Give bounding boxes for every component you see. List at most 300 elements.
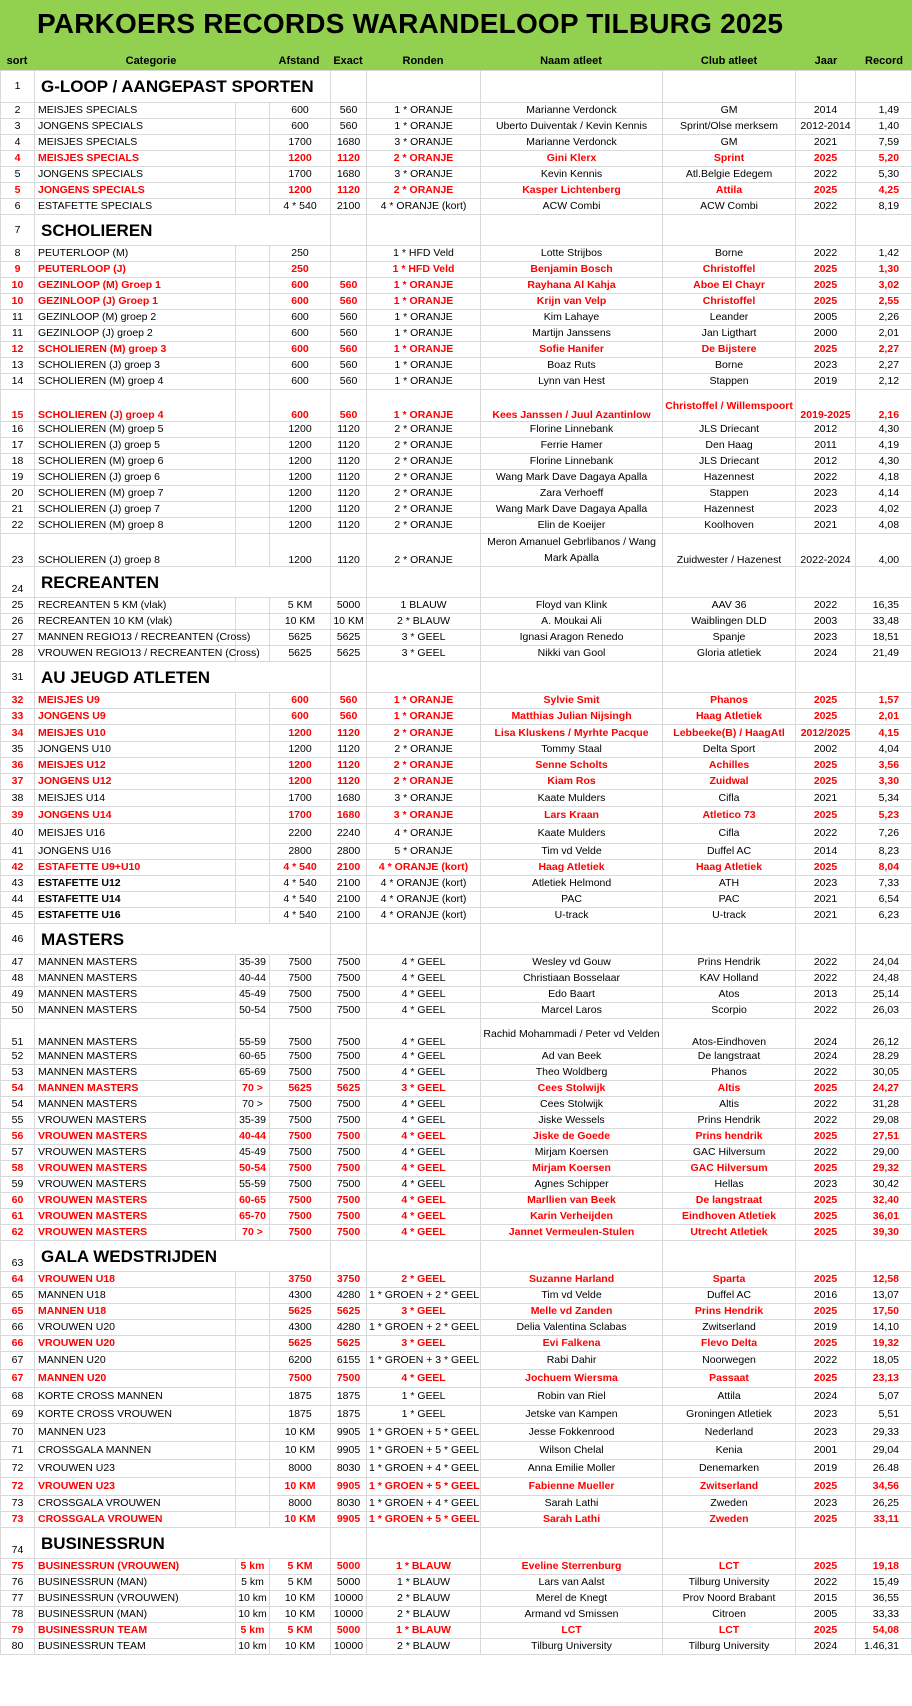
cell-categorie[interactable]: MANNEN MASTERS: [35, 1019, 236, 1049]
cell-jaar[interactable]: 2012: [796, 454, 856, 470]
cell-afstand[interactable]: 5625: [270, 646, 331, 662]
cell-ronden[interactable]: 1 * ORANJE: [367, 358, 481, 374]
cell-ronden[interactable]: 3 * ORANJE: [367, 807, 481, 824]
cell-exact[interactable]: 1120: [331, 725, 367, 742]
cell-record[interactable]: 1.46,31: [856, 1639, 912, 1655]
cell-record[interactable]: 26,25: [856, 1496, 912, 1512]
cell-record[interactable]: 30,42: [856, 1177, 912, 1193]
cell-naam-atleet[interactable]: Zara Verhoeff: [481, 486, 663, 502]
cell-club-atleet[interactable]: Stappen: [663, 374, 796, 390]
cell-sort[interactable]: 18: [1, 454, 35, 470]
cell-club-atleet[interactable]: AAV 36: [663, 598, 796, 614]
cell-sort[interactable]: 11: [1, 310, 35, 326]
cell-leeftijd[interactable]: [236, 167, 270, 183]
cell-ronden[interactable]: 2 * BLAUW: [367, 1591, 481, 1607]
cell-sort[interactable]: 7: [1, 215, 35, 246]
cell-jaar[interactable]: 2019-2025: [796, 390, 856, 422]
cell-club-atleet[interactable]: Zuidwal: [663, 774, 796, 790]
cell-jaar[interactable]: 2025: [796, 1081, 856, 1097]
cell-naam-atleet[interactable]: Lotte Strijbos: [481, 246, 663, 262]
cell-leeftijd[interactable]: 55-59: [236, 1177, 270, 1193]
cell-afstand[interactable]: 7500: [270, 1019, 331, 1049]
cell-sort[interactable]: 65: [1, 1288, 35, 1304]
cell-empty[interactable]: [796, 662, 856, 693]
cell-sort[interactable]: 37: [1, 774, 35, 790]
cell-exact[interactable]: 1120: [331, 183, 367, 199]
cell-jaar[interactable]: 2022: [796, 1097, 856, 1113]
cell-club-atleet[interactable]: Cifla: [663, 790, 796, 807]
cell-leeftijd[interactable]: 65-70: [236, 1209, 270, 1225]
cell-jaar[interactable]: 2023: [796, 630, 856, 646]
cell-categorie[interactable]: BUSINESSRUN (VROUWEN): [35, 1559, 236, 1575]
cell-record[interactable]: 25,14: [856, 987, 912, 1003]
cell-leeftijd[interactable]: [236, 709, 270, 725]
cell-afstand[interactable]: 1200: [270, 183, 331, 199]
cell-sort[interactable]: 72: [1, 1460, 35, 1478]
cell-sort[interactable]: 51: [1, 1019, 35, 1049]
cell-sort[interactable]: 1: [1, 71, 35, 103]
cell-sort[interactable]: 67: [1, 1370, 35, 1388]
cell-ronden[interactable]: 3 * GEEL: [367, 1336, 481, 1352]
cell-jaar[interactable]: 2025: [796, 342, 856, 358]
cell-record[interactable]: 5,07: [856, 1388, 912, 1406]
cell-exact[interactable]: 560: [331, 358, 367, 374]
cell-record[interactable]: 4,02: [856, 502, 912, 518]
cell-empty[interactable]: [856, 567, 912, 598]
cell-afstand[interactable]: 4300: [270, 1320, 331, 1336]
cell-leeftijd[interactable]: 60-65: [236, 1049, 270, 1065]
cell-club-atleet[interactable]: Kenia: [663, 1442, 796, 1460]
cell-naam-atleet[interactable]: Elin de Koeijer: [481, 518, 663, 534]
cell-record[interactable]: 2,01: [856, 709, 912, 725]
cell-club-atleet[interactable]: Duffel AC: [663, 844, 796, 860]
cell-naam-atleet[interactable]: Jochuem Wiersma: [481, 1370, 663, 1388]
cell-naam-atleet[interactable]: Kiam Ros: [481, 774, 663, 790]
cell-leeftijd[interactable]: [236, 1370, 270, 1388]
cell-exact[interactable]: 1120: [331, 534, 367, 567]
cell-naam-atleet[interactable]: A. Moukai Ali: [481, 614, 663, 630]
cell-naam-atleet[interactable]: Mirjam Koersen: [481, 1161, 663, 1177]
cell-record[interactable]: 3,02: [856, 278, 912, 294]
cell-exact[interactable]: 1680: [331, 790, 367, 807]
cell-record[interactable]: 29,08: [856, 1113, 912, 1129]
cell-categorie[interactable]: KORTE CROSS VROUWEN: [35, 1406, 236, 1424]
cell-exact[interactable]: 560: [331, 326, 367, 342]
cell-exact[interactable]: 2100: [331, 908, 367, 924]
cell-naam-atleet[interactable]: Eveline Sterrenburg: [481, 1559, 663, 1575]
cell-afstand[interactable]: 7500: [270, 1129, 331, 1145]
cell-naam-atleet[interactable]: Christiaan Bosselaar: [481, 971, 663, 987]
cell-categorie[interactable]: JONGENS U10: [35, 742, 236, 758]
cell-naam-atleet[interactable]: U-track: [481, 908, 663, 924]
cell-club-atleet[interactable]: KAV Holland: [663, 971, 796, 987]
cell-club-atleet[interactable]: Haag Atletiek: [663, 709, 796, 725]
cell-ronden[interactable]: 4 * GEEL: [367, 1113, 481, 1129]
cell-naam-atleet[interactable]: Floyd van Klink: [481, 598, 663, 614]
cell-sort[interactable]: 34: [1, 725, 35, 742]
cell-exact[interactable]: 2100: [331, 892, 367, 908]
cell-record[interactable]: 54,08: [856, 1623, 912, 1639]
cell-record[interactable]: 15,49: [856, 1575, 912, 1591]
cell-club-atleet[interactable]: Koolhoven: [663, 518, 796, 534]
cell-leeftijd[interactable]: [236, 454, 270, 470]
cell-exact[interactable]: 7500: [331, 1003, 367, 1019]
cell-record[interactable]: 2,12: [856, 374, 912, 390]
cell-jaar[interactable]: 2023: [796, 502, 856, 518]
cell-exact[interactable]: 560: [331, 119, 367, 135]
cell-jaar[interactable]: 2023: [796, 358, 856, 374]
cell-naam-atleet[interactable]: Jannet Vermeulen-Stulen: [481, 1225, 663, 1241]
cell-exact[interactable]: 6155: [331, 1352, 367, 1370]
cell-leeftijd[interactable]: 5 km: [236, 1575, 270, 1591]
cell-empty[interactable]: [367, 215, 481, 246]
cell-leeftijd[interactable]: [236, 1406, 270, 1424]
cell-sort[interactable]: 56: [1, 1129, 35, 1145]
cell-leeftijd[interactable]: [236, 310, 270, 326]
cell-empty[interactable]: [663, 567, 796, 598]
cell-record[interactable]: 4,18: [856, 470, 912, 486]
cell-jaar[interactable]: 2025: [796, 1209, 856, 1225]
cell-afstand[interactable]: 1700: [270, 135, 331, 151]
cell-sort[interactable]: 48: [1, 971, 35, 987]
cell-afstand[interactable]: 600: [270, 278, 331, 294]
cell-empty[interactable]: [856, 662, 912, 693]
cell-exact[interactable]: 560: [331, 374, 367, 390]
cell-jaar[interactable]: 2012: [796, 422, 856, 438]
cell-naam-atleet[interactable]: Ad van Beek: [481, 1049, 663, 1065]
cell-empty[interactable]: [331, 1528, 367, 1559]
cell-empty[interactable]: [796, 71, 856, 103]
cell-record[interactable]: 4,14: [856, 486, 912, 502]
cell-leeftijd[interactable]: [236, 183, 270, 199]
cell-club-atleet[interactable]: Aboe El Chayr: [663, 278, 796, 294]
cell-club-atleet[interactable]: Gloria atletiek: [663, 646, 796, 662]
cell-categorie[interactable]: SCHOLIEREN (M) groep 3: [35, 342, 236, 358]
cell-naam-atleet[interactable]: Jetske van Kampen: [481, 1406, 663, 1424]
cell-record[interactable]: 2,16: [856, 390, 912, 422]
cell-exact[interactable]: 7500: [331, 955, 367, 971]
cell-record[interactable]: 1,30: [856, 262, 912, 278]
cell-sort[interactable]: 44: [1, 892, 35, 908]
cell-leeftijd[interactable]: [236, 693, 270, 709]
cell-exact[interactable]: 1120: [331, 502, 367, 518]
cell-record[interactable]: 26,12: [856, 1019, 912, 1049]
cell-leeftijd[interactable]: 55-59: [236, 1019, 270, 1049]
cell-leeftijd[interactable]: [236, 1442, 270, 1460]
cell-jaar[interactable]: 2022-2024: [796, 534, 856, 567]
cell-ronden[interactable]: 4 * ORANJE: [367, 824, 481, 844]
cell-record[interactable]: 2,01: [856, 326, 912, 342]
cell-categorie[interactable]: MEISJES U14: [35, 790, 236, 807]
cell-afstand[interactable]: 5625: [270, 1081, 331, 1097]
cell-categorie[interactable]: JONGENS U12: [35, 774, 236, 790]
cell-jaar[interactable]: 2022: [796, 971, 856, 987]
cell-exact[interactable]: 2240: [331, 824, 367, 844]
cell-club-atleet[interactable]: Zwitserland: [663, 1478, 796, 1496]
cell-exact[interactable]: 1120: [331, 486, 367, 502]
cell-sort[interactable]: 35: [1, 742, 35, 758]
cell-jaar[interactable]: 2021: [796, 908, 856, 924]
cell-categorie[interactable]: CROSSGALA VROUWEN: [35, 1512, 236, 1528]
cell-leeftijd[interactable]: [236, 518, 270, 534]
cell-club-atleet[interactable]: Cifla: [663, 824, 796, 844]
cell-ronden[interactable]: 3 * ORANJE: [367, 790, 481, 807]
cell-afstand[interactable]: 600: [270, 693, 331, 709]
cell-leeftijd[interactable]: 70 >: [236, 1081, 270, 1097]
cell-exact[interactable]: 7500: [331, 1019, 367, 1049]
cell-jaar[interactable]: 2025: [796, 262, 856, 278]
cell-afstand[interactable]: 4 * 540: [270, 860, 331, 876]
cell-ronden[interactable]: 1 * GROEN + 5 * GEEL: [367, 1512, 481, 1528]
cell-leeftijd[interactable]: [236, 486, 270, 502]
cell-club-atleet[interactable]: De langstraat: [663, 1193, 796, 1209]
cell-sort[interactable]: 4: [1, 135, 35, 151]
cell-jaar[interactable]: 2019: [796, 1320, 856, 1336]
cell-sort[interactable]: 66: [1, 1320, 35, 1336]
cell-jaar[interactable]: 2025: [796, 1225, 856, 1241]
cell-record[interactable]: 4,15: [856, 725, 912, 742]
cell-naam-atleet[interactable]: Theo Woldberg: [481, 1065, 663, 1081]
cell-club-atleet[interactable]: Sprint: [663, 151, 796, 167]
cell-afstand[interactable]: 1200: [270, 758, 331, 774]
cell-categorie[interactable]: SCHOLIEREN (J) groep 7: [35, 502, 236, 518]
cell-leeftijd[interactable]: [236, 614, 270, 630]
cell-jaar[interactable]: 2023: [796, 1177, 856, 1193]
cell-categorie[interactable]: SCHOLIEREN (J) groep 5: [35, 438, 236, 454]
cell-categorie[interactable]: JONGENS U9: [35, 709, 236, 725]
cell-club-atleet[interactable]: Altis: [663, 1081, 796, 1097]
cell-sort[interactable]: 8: [1, 246, 35, 262]
cell-ronden[interactable]: 1 BLAUW: [367, 598, 481, 614]
cell-ronden[interactable]: 1 * BLAUW: [367, 1559, 481, 1575]
cell-ronden[interactable]: 1 * GROEN + 5 * GEEL: [367, 1424, 481, 1442]
cell-sort[interactable]: 10: [1, 294, 35, 310]
cell-ronden[interactable]: 4 * GEEL: [367, 1049, 481, 1065]
cell-afstand[interactable]: 7500: [270, 1225, 331, 1241]
cell-categorie[interactable]: VROUWEN MASTERS: [35, 1129, 236, 1145]
cell-record[interactable]: 39,30: [856, 1225, 912, 1241]
cell-afstand[interactable]: 600: [270, 374, 331, 390]
cell-jaar[interactable]: 2023: [796, 876, 856, 892]
cell-exact[interactable]: [331, 246, 367, 262]
cell-club-atleet[interactable]: Zuidwester / Hazenest: [663, 534, 796, 567]
cell-jaar[interactable]: 2025: [796, 1161, 856, 1177]
cell-exact[interactable]: 10000: [331, 1607, 367, 1623]
cell-naam-atleet[interactable]: Martijn Janssens: [481, 326, 663, 342]
cell-categorie[interactable]: MANNEN MASTERS: [35, 1065, 236, 1081]
cell-exact[interactable]: 5625: [331, 630, 367, 646]
cell-record[interactable]: 21,49: [856, 646, 912, 662]
cell-afstand[interactable]: 6200: [270, 1352, 331, 1370]
cell-leeftijd[interactable]: [236, 262, 270, 278]
cell-record[interactable]: 4,30: [856, 422, 912, 438]
cell-record[interactable]: 36,55: [856, 1591, 912, 1607]
cell-naam-atleet[interactable]: Kaate Mulders: [481, 790, 663, 807]
cell-leeftijd[interactable]: [236, 135, 270, 151]
cell-ronden[interactable]: 4 * GEEL: [367, 1209, 481, 1225]
cell-afstand[interactable]: 1700: [270, 807, 331, 824]
cell-categorie[interactable]: JONGENS SPECIALS: [35, 119, 236, 135]
cell-club-atleet[interactable]: Attila: [663, 183, 796, 199]
cell-empty[interactable]: [331, 215, 367, 246]
cell-empty[interactable]: [663, 1241, 796, 1272]
cell-record[interactable]: 31,28: [856, 1097, 912, 1113]
cell-exact[interactable]: 7500: [331, 1129, 367, 1145]
cell-exact[interactable]: 560: [331, 709, 367, 725]
cell-empty[interactable]: [367, 1241, 481, 1272]
cell-categorie[interactable]: ESTAFETTE U12: [35, 876, 236, 892]
cell-afstand[interactable]: 7500: [270, 971, 331, 987]
cell-exact[interactable]: 10 KM: [331, 614, 367, 630]
cell-sort[interactable]: 31: [1, 662, 35, 693]
cell-leeftijd[interactable]: 50-54: [236, 1161, 270, 1177]
cell-ronden[interactable]: 4 * GEEL: [367, 1161, 481, 1177]
cell-afstand[interactable]: 600: [270, 103, 331, 119]
cell-exact[interactable]: 5625: [331, 1304, 367, 1320]
cell-club-atleet[interactable]: Prins Hendrik: [663, 1304, 796, 1320]
cell-naam-atleet[interactable]: Lars Kraan: [481, 807, 663, 824]
cell-club-atleet[interactable]: Atletico 73: [663, 807, 796, 824]
cell-ronden[interactable]: 1 * GROEN + 4 * GEEL: [367, 1460, 481, 1478]
cell-categorie[interactable]: VROUWEN U20: [35, 1336, 236, 1352]
cell-sort[interactable]: 12: [1, 342, 35, 358]
cell-record[interactable]: 18,51: [856, 630, 912, 646]
cell-categorie[interactable]: GEZINLOOP (J) groep 2: [35, 326, 236, 342]
cell-afstand[interactable]: 1200: [270, 151, 331, 167]
cell-jaar[interactable]: 2022: [796, 598, 856, 614]
cell-leeftijd[interactable]: [236, 438, 270, 454]
cell-club-atleet[interactable]: JLS Driecant: [663, 454, 796, 470]
cell-sort[interactable]: 59: [1, 1177, 35, 1193]
cell-club-atleet[interactable]: Christoffel / Willemspoort: [663, 390, 796, 422]
cell-exact[interactable]: 1120: [331, 151, 367, 167]
cell-ronden[interactable]: 2 * ORANJE: [367, 486, 481, 502]
cell-naam-atleet[interactable]: Nikki van Gool: [481, 646, 663, 662]
cell-naam-atleet[interactable]: Fabienne Mueller: [481, 1478, 663, 1496]
cell-leeftijd[interactable]: 50-54: [236, 1003, 270, 1019]
cell-ronden[interactable]: 2 * ORANJE: [367, 183, 481, 199]
cell-categorie[interactable]: MEISJES U10: [35, 725, 236, 742]
cell-record[interactable]: 26,03: [856, 1003, 912, 1019]
cell-record[interactable]: 5,23: [856, 807, 912, 824]
cell-leeftijd[interactable]: [236, 1478, 270, 1496]
cell-categorie[interactable]: MANNEN U18: [35, 1288, 236, 1304]
cell-ronden[interactable]: 2 * ORANJE: [367, 470, 481, 486]
cell-club-atleet[interactable]: PAC: [663, 892, 796, 908]
cell-exact[interactable]: 2100: [331, 876, 367, 892]
cell-ronden[interactable]: 2 * ORANJE: [367, 438, 481, 454]
cell-ronden[interactable]: 4 * GEEL: [367, 955, 481, 971]
cell-jaar[interactable]: 2000: [796, 326, 856, 342]
cell-naam-atleet[interactable]: Florine Linnebank: [481, 454, 663, 470]
cell-leeftijd[interactable]: [236, 1496, 270, 1512]
cell-record[interactable]: 33,11: [856, 1512, 912, 1528]
cell-leeftijd[interactable]: [236, 1352, 270, 1370]
cell-record[interactable]: 19,18: [856, 1559, 912, 1575]
cell-empty[interactable]: [367, 567, 481, 598]
cell-empty[interactable]: [331, 662, 367, 693]
cell-record[interactable]: 6,23: [856, 908, 912, 924]
cell-afstand[interactable]: 1200: [270, 742, 331, 758]
cell-leeftijd[interactable]: [236, 326, 270, 342]
cell-record[interactable]: 1,57: [856, 693, 912, 709]
cell-naam-atleet[interactable]: Robin van Riel: [481, 1388, 663, 1406]
cell-sort[interactable]: 80: [1, 1639, 35, 1655]
cell-afstand[interactable]: 10 KM: [270, 1639, 331, 1655]
cell-ronden[interactable]: 2 * ORANJE: [367, 518, 481, 534]
cell-ronden[interactable]: 1 * GROEN + 2 * GEEL: [367, 1320, 481, 1336]
cell-afstand[interactable]: 250: [270, 246, 331, 262]
cell-afstand[interactable]: 5 KM: [270, 1623, 331, 1639]
cell-jaar[interactable]: 2014: [796, 844, 856, 860]
cell-naam-atleet[interactable]: Atletiek Helmond: [481, 876, 663, 892]
section-title[interactable]: BUSINESSRUN: [35, 1528, 331, 1559]
cell-empty[interactable]: [663, 662, 796, 693]
cell-categorie[interactable]: GEZINLOOP (J) Groep 1: [35, 294, 236, 310]
cell-categorie[interactable]: MEISJES U16: [35, 824, 236, 844]
cell-club-atleet[interactable]: Atos-Eindhoven: [663, 1019, 796, 1049]
cell-record[interactable]: 29,04: [856, 1442, 912, 1460]
cell-sort[interactable]: 74: [1, 1528, 35, 1559]
cell-record[interactable]: 29,33: [856, 1424, 912, 1442]
cell-exact[interactable]: 5000: [331, 1575, 367, 1591]
cell-naam-atleet[interactable]: Wilson Chelal: [481, 1442, 663, 1460]
cell-sort[interactable]: 32: [1, 693, 35, 709]
cell-record[interactable]: 33,33: [856, 1607, 912, 1623]
cell-exact[interactable]: 7500: [331, 1193, 367, 1209]
cell-naam-atleet[interactable]: Suzanne Harland: [481, 1272, 663, 1288]
cell-leeftijd[interactable]: [236, 1336, 270, 1352]
cell-sort[interactable]: 23: [1, 534, 35, 567]
cell-leeftijd[interactable]: [236, 358, 270, 374]
cell-afstand[interactable]: 7500: [270, 1193, 331, 1209]
cell-leeftijd[interactable]: [236, 1304, 270, 1320]
cell-record[interactable]: 26.48: [856, 1460, 912, 1478]
cell-empty[interactable]: [856, 71, 912, 103]
cell-club-atleet[interactable]: GAC Hilversum: [663, 1145, 796, 1161]
col-header-club[interactable]: Club atleet: [700, 55, 758, 67]
cell-ronden[interactable]: 2 * GEEL: [367, 1272, 481, 1288]
cell-exact[interactable]: [331, 262, 367, 278]
cell-afstand[interactable]: 5625: [270, 630, 331, 646]
cell-categorie[interactable]: VROUWEN MASTERS: [35, 1161, 236, 1177]
cell-jaar[interactable]: 2025: [796, 774, 856, 790]
cell-sort[interactable]: 2: [1, 103, 35, 119]
cell-afstand[interactable]: 1200: [270, 518, 331, 534]
cell-afstand[interactable]: 7500: [270, 1145, 331, 1161]
cell-sort[interactable]: 36: [1, 758, 35, 774]
cell-jaar[interactable]: 2001: [796, 1442, 856, 1460]
cell-exact[interactable]: 1120: [331, 774, 367, 790]
cell-naam-atleet[interactable]: Marcel Laros: [481, 1003, 663, 1019]
cell-naam-atleet[interactable]: Jiske Wessels: [481, 1113, 663, 1129]
cell-afstand[interactable]: 600: [270, 390, 331, 422]
cell-afstand[interactable]: 7500: [270, 1097, 331, 1113]
cell-sort[interactable]: 43: [1, 876, 35, 892]
cell-afstand[interactable]: 7500: [270, 1370, 331, 1388]
cell-leeftijd[interactable]: [236, 1460, 270, 1478]
cell-afstand[interactable]: 1200: [270, 486, 331, 502]
cell-afstand[interactable]: 4 * 540: [270, 908, 331, 924]
cell-afstand[interactable]: 7500: [270, 1161, 331, 1177]
cell-afstand[interactable]: 600: [270, 342, 331, 358]
cell-naam-atleet[interactable]: Armand vd Smissen: [481, 1607, 663, 1623]
cell-empty[interactable]: [331, 1241, 367, 1272]
cell-jaar[interactable]: 2025: [796, 183, 856, 199]
cell-naam-atleet[interactable]: Sarah Lathi: [481, 1496, 663, 1512]
cell-record[interactable]: 12,58: [856, 1272, 912, 1288]
cell-empty[interactable]: [331, 924, 367, 955]
